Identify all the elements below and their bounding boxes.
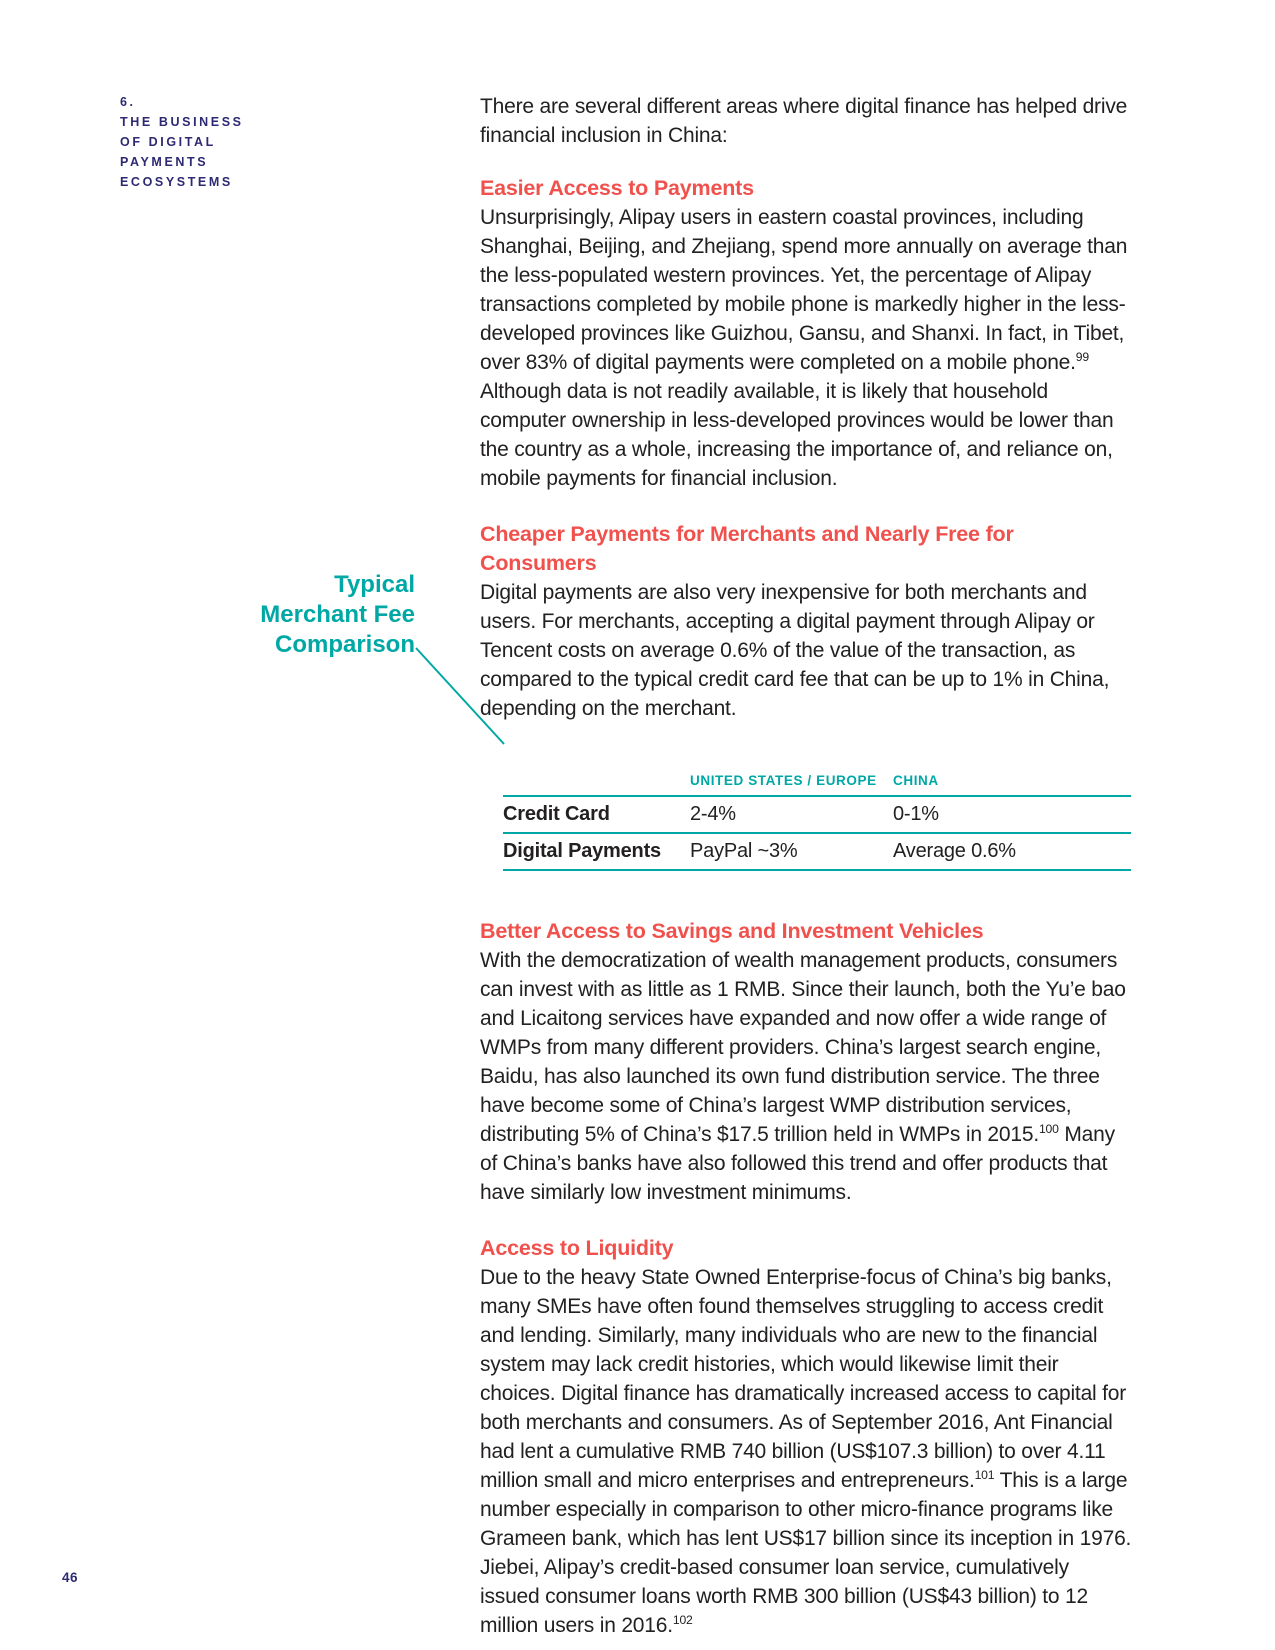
chapter-number: 6. [120,95,136,109]
fee-table-header-us-europe: UNITED STATES / EUROPE [690,773,877,788]
fee-callout-line: Merchant Fee [260,601,415,628]
fee-table-bottom-rule [503,869,1131,871]
chapter-title-line: PAYMENTS [120,155,209,169]
footnote-ref: 102 [672,1613,693,1627]
chapter-sidebar [120,92,340,192]
footnote-ref: 101 [974,1468,995,1482]
section-paragraph-better-access-savings: With the democratization of wealth management products, consumers can invest with as little as 1 RMB. Since their launch, both the Yu’e bao and Licaitong services have expanded and now offer a wide range of WMPs from many different providers. China’s largest search engine, Baidu, has also launched its own fund distribution service. The three have become some of China’s largest WMP distribution services, distributing 5% of China’s $17.5 trillion held in WMPs in 2015.$^{100}$ Many of China’s banks have also followed this trend and offer products that have similarly low investment minimums. [480,949,1126,1204]
fee-callout [115,570,415,660]
section-paragraph-access-liquidity: Due to the heavy State Owned Enterprise-focus of China’s big banks, many SMEs have often found themselves struggling to access credit and lending. Similarly, many individuals who are new to the financial system may lack credit histories, which would likewise limit their choices. Digital finance has dramatically increased access to capital for both merchants and consumers. As of September 2016, Ant Financial had lent a cumulative RMB 740 billion (US$107.3 billion) to over 4.11 million small and micro enterprises and entrepreneurs.$^{101}$ This is a large number especially in comparison to other micro-finance programs like Grameen bank, which has lent US$17 billion since its inception in 1976. Jiebei, Alipay’s credit-based consumer loan service, cumulatively issued consumer loans worth RMB 300 billion (US$43 billion) to 12 million users in 2016.$^{102}$ [480,1266,1132,1637]
chapter-title-line: ECOSYSTEMS [120,175,233,189]
fee-comparison-table [503,773,1131,871]
fee-callout-line: Typical [334,571,415,598]
fee-callout-line: Comparison [274,631,415,658]
section-paragraph-cheaper-payments: Digital payments are also very inexpensive for both merchants and users. For merchants, accepting a digital payment through Alipay or Tencent costs on average 0.6% of the value of the transaction, as compared to the typical credit card fee that can be up to 1% in China, depending on the merchant. [480,581,1110,720]
main-text-column [480,92,1132,1640]
fee-table-row-digital-payments [503,832,1131,869]
intro-paragraph: There are several different areas where digital finance has helped drive financial inclusion in China: [480,95,1128,147]
chapter-title-line: THE BUSINESS [120,115,244,129]
fee-cell-china: 0-1% [893,803,939,825]
section-paragraph-easier-access: Unsurprisingly, Alipay users in eastern coastal provinces, including Shanghai, Beijing, and Zhejiang, spend more annually on average than the less-populated western provinces. Yet, the percentage of Alipay transactions completed by mobile phone is markedly higher in the less-developed provinces like Guizhou, Gansu, and Shanxi. In fact, in Tibet, over 83% of digital payments were completed on a mobile phone.$^{99}$ Although data is not readily available, it is likely that household computer ownership in less-developed provinces would be lower than the country as a whole, increasing the importance of, and reliance on, mobile payments for financial inclusion. [480,206,1128,490]
fee-cell-us-europe: 2-4% [690,803,736,825]
fee-cell-china: Average 0.6% [893,840,1016,862]
footnote-ref: 100 [1038,1122,1059,1136]
fee-table-header-china: CHINA [893,773,939,788]
fee-table-header-row [503,773,1131,795]
footnote-ref: 99 [1075,350,1089,364]
chapter-title-line: OF DIGITAL [120,135,216,149]
section-heading-cheaper-payments: Cheaper Payments for Merchants and Nearly Free for Consumers [480,522,1014,575]
fee-row-label: Credit Card [503,803,610,825]
section-heading-access-liquidity: Access to Liquidity [480,1236,674,1260]
fee-cell-us-europe: PayPal ~3% [690,840,798,862]
fee-row-label: Digital Payments [503,840,661,862]
fee-table-row-credit-card [503,795,1131,832]
section-heading-easier-access: Easier Access to Payments [480,176,754,200]
page-number: 46 [62,1570,79,1585]
section-heading-better-access-savings: Better Access to Savings and Investment Vehicles [480,919,984,943]
